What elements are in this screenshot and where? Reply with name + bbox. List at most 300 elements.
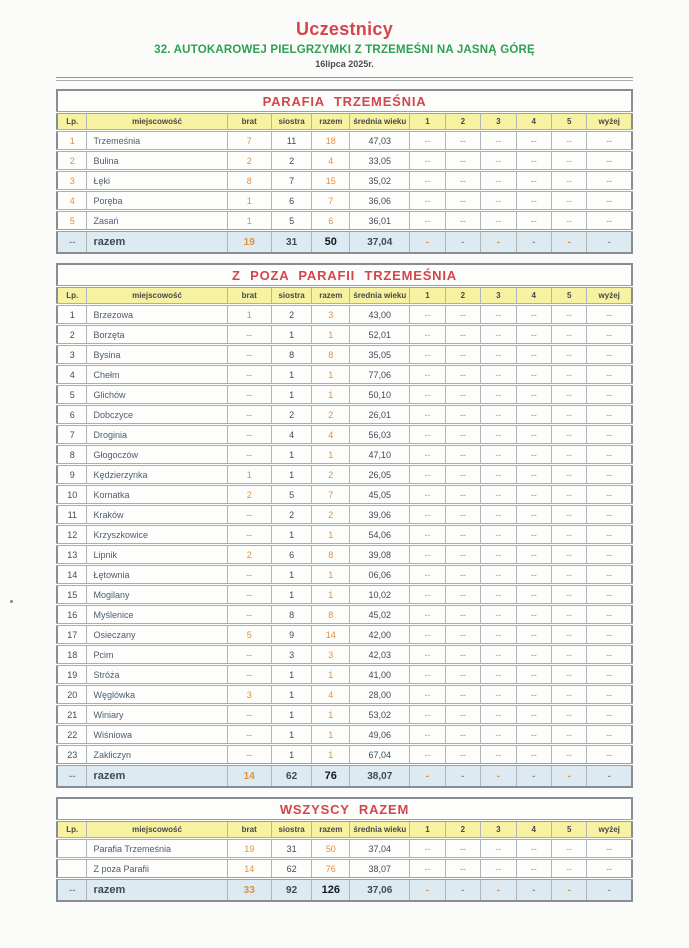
cell-srednia-wieku: 49,06 bbox=[350, 725, 410, 745]
cell-wyzej: -- bbox=[587, 405, 632, 425]
table-row bbox=[57, 585, 632, 605]
cell-lp: 13 bbox=[57, 545, 87, 565]
cell-col-5: -- bbox=[552, 151, 587, 171]
cell-wyzej: -- bbox=[587, 565, 632, 585]
cell-col-1: -- bbox=[410, 425, 445, 445]
cell-col-4: -- bbox=[516, 725, 551, 745]
cell-brat: 19 bbox=[227, 839, 271, 859]
table-row bbox=[57, 385, 632, 405]
cell-col-2: -- bbox=[445, 605, 480, 625]
column-header-srednia-wieku: średnia wieku bbox=[350, 287, 410, 305]
cell-col-2: - bbox=[445, 231, 480, 254]
cell-col-5: - bbox=[552, 231, 587, 254]
cell-col-3: -- bbox=[481, 465, 516, 485]
cell-col-2: -- bbox=[445, 685, 480, 705]
cell-lp: 19 bbox=[57, 665, 87, 685]
cell-col-5: -- bbox=[552, 745, 587, 765]
cell-brat: -- bbox=[227, 325, 271, 345]
cell-col-3: -- bbox=[481, 191, 516, 211]
cell-razem: 76 bbox=[312, 859, 350, 879]
table-row bbox=[57, 859, 632, 879]
cell-siostra: 4 bbox=[271, 425, 311, 445]
cell-col-4: -- bbox=[516, 191, 551, 211]
cell-razem: 15 bbox=[312, 171, 350, 191]
table-row bbox=[57, 191, 632, 211]
cell-col-4: -- bbox=[516, 211, 551, 231]
table-row bbox=[57, 625, 632, 645]
cell-wyzej: -- bbox=[587, 525, 632, 545]
cell-miejscowosc: Stróża bbox=[87, 665, 227, 685]
cell-col-1: -- bbox=[410, 859, 445, 879]
cell-wyzej: -- bbox=[587, 705, 632, 725]
table-row bbox=[57, 131, 632, 151]
cell-miejscowosc: Glichów bbox=[87, 385, 227, 405]
cell-lp: 2 bbox=[57, 151, 87, 171]
cell-col-5: -- bbox=[552, 171, 587, 191]
cell-wyzej: -- bbox=[587, 325, 632, 345]
cell-col-3: -- bbox=[481, 565, 516, 585]
table-row bbox=[57, 565, 632, 585]
cell-wyzej: -- bbox=[587, 745, 632, 765]
cell-brat: 3 bbox=[227, 685, 271, 705]
table-title: WSZYSCY RAZEM bbox=[57, 798, 632, 821]
cell-wyzej: -- bbox=[587, 211, 632, 231]
cell-razem: 1 bbox=[312, 665, 350, 685]
table-row bbox=[57, 211, 632, 231]
cell-siostra: 1 bbox=[271, 585, 311, 605]
cell-col-4: -- bbox=[516, 745, 551, 765]
cell-col-1: -- bbox=[410, 385, 445, 405]
cell-col-1: -- bbox=[410, 171, 445, 191]
cell-wyzej: -- bbox=[587, 385, 632, 405]
cell-col-3: -- bbox=[481, 605, 516, 625]
cell-col-4: -- bbox=[516, 131, 551, 151]
cell-razem: 7 bbox=[312, 191, 350, 211]
cell-srednia-wieku: 56,03 bbox=[350, 425, 410, 445]
cell-siostra: 9 bbox=[271, 625, 311, 645]
column-header-lp: Lp. bbox=[57, 287, 87, 305]
cell-col-3: -- bbox=[481, 485, 516, 505]
column-header-col-4: 4 bbox=[516, 287, 551, 305]
column-header-wyzej: wyżej bbox=[587, 287, 632, 305]
cell-col-4: -- bbox=[516, 545, 551, 565]
page-title: Uczestnicy bbox=[295, 19, 394, 39]
cell-col-1: -- bbox=[410, 485, 445, 505]
cell-srednia-wieku: 77,06 bbox=[350, 365, 410, 385]
cell-miejscowosc: Winiary bbox=[87, 705, 227, 725]
cell-lp: -- bbox=[57, 231, 87, 254]
cell-brat: -- bbox=[227, 345, 271, 365]
cell-razem: 1 bbox=[312, 585, 350, 605]
table-row bbox=[57, 405, 632, 425]
cell-lp: 10 bbox=[57, 485, 87, 505]
cell-srednia-wieku: 41,00 bbox=[350, 665, 410, 685]
cell-brat: -- bbox=[227, 705, 271, 725]
cell-lp: 21 bbox=[57, 705, 87, 725]
cell-srednia-wieku: 06,06 bbox=[350, 565, 410, 585]
column-header-lp: Lp. bbox=[57, 113, 87, 131]
cell-col-3: -- bbox=[481, 645, 516, 665]
cell-col-2: -- bbox=[445, 525, 480, 545]
cell-miejscowosc: Głogoczów bbox=[87, 445, 227, 465]
cell-col-4: -- bbox=[516, 385, 551, 405]
column-header-razem: razem bbox=[312, 287, 350, 305]
cell-lp: 16 bbox=[57, 605, 87, 625]
column-header-siostra: siostra bbox=[271, 113, 311, 131]
cell-brat: 5 bbox=[227, 625, 271, 645]
cell-col-1: -- bbox=[410, 585, 445, 605]
cell-lp bbox=[57, 859, 87, 879]
cell-siostra: 11 bbox=[271, 131, 311, 151]
cell-wyzej: -- bbox=[587, 839, 632, 859]
cell-siostra: 6 bbox=[271, 545, 311, 565]
column-header-lp: Lp. bbox=[57, 821, 87, 839]
cell-miejscowosc: Parafia Trzemeśnia bbox=[87, 839, 227, 859]
cell-miejscowosc: Bulina bbox=[87, 151, 227, 171]
cell-col-2: -- bbox=[445, 325, 480, 345]
cell-col-5: -- bbox=[552, 665, 587, 685]
cell-col-2: -- bbox=[445, 625, 480, 645]
cell-col-5: -- bbox=[552, 365, 587, 385]
column-header-row bbox=[57, 821, 632, 839]
cell-razem: 50 bbox=[312, 231, 350, 254]
cell-col-2: -- bbox=[445, 365, 480, 385]
total-row bbox=[57, 231, 632, 254]
table-wszyscy-razem bbox=[56, 797, 633, 902]
cell-wyzej: -- bbox=[587, 685, 632, 705]
document-header bbox=[0, 0, 689, 70]
cell-col-4: -- bbox=[516, 425, 551, 445]
cell-col-4: -- bbox=[516, 171, 551, 191]
cell-brat: 14 bbox=[227, 859, 271, 879]
cell-col-5: -- bbox=[552, 345, 587, 365]
table-row bbox=[57, 425, 632, 445]
cell-brat: -- bbox=[227, 505, 271, 525]
cell-col-5: -- bbox=[552, 465, 587, 485]
cell-col-5: -- bbox=[552, 625, 587, 645]
cell-srednia-wieku: 36,01 bbox=[350, 211, 410, 231]
cell-col-4: -- bbox=[516, 345, 551, 365]
cell-col-2: -- bbox=[445, 345, 480, 365]
cell-wyzej: -- bbox=[587, 859, 632, 879]
cell-col-5: -- bbox=[552, 585, 587, 605]
cell-col-1: - bbox=[410, 231, 445, 254]
cell-srednia-wieku: 39,08 bbox=[350, 545, 410, 565]
cell-razem: 8 bbox=[312, 545, 350, 565]
cell-brat: -- bbox=[227, 405, 271, 425]
cell-col-2: -- bbox=[445, 745, 480, 765]
cell-srednia-wieku: 42,03 bbox=[350, 645, 410, 665]
cell-col-5: -- bbox=[552, 525, 587, 545]
cell-brat: 7 bbox=[227, 131, 271, 151]
cell-col-5: -- bbox=[552, 211, 587, 231]
table-row bbox=[57, 365, 632, 385]
table-row bbox=[57, 745, 632, 765]
cell-siostra: 7 bbox=[271, 171, 311, 191]
cell-col-5: -- bbox=[552, 425, 587, 445]
cell-col-4: -- bbox=[516, 859, 551, 879]
cell-lp: 4 bbox=[57, 191, 87, 211]
column-header-miejscowosc: miejscowość bbox=[87, 287, 227, 305]
cell-col-1: -- bbox=[410, 745, 445, 765]
cell-srednia-wieku: 26,05 bbox=[350, 465, 410, 485]
column-header-razem: razem bbox=[312, 821, 350, 839]
cell-miejscowosc: Myślenice bbox=[87, 605, 227, 625]
column-header-col-5: 5 bbox=[552, 287, 587, 305]
cell-col-3: -- bbox=[481, 365, 516, 385]
cell-lp: 22 bbox=[57, 725, 87, 745]
cell-wyzej: -- bbox=[587, 131, 632, 151]
cell-col-2: -- bbox=[445, 151, 480, 171]
cell-col-3: -- bbox=[481, 839, 516, 859]
cell-miejscowosc: Osieczany bbox=[87, 625, 227, 645]
cell-col-1: -- bbox=[410, 725, 445, 745]
cell-srednia-wieku: 26,01 bbox=[350, 405, 410, 425]
cell-wyzej: -- bbox=[587, 585, 632, 605]
cell-col-4: -- bbox=[516, 665, 551, 685]
cell-wyzej: -- bbox=[587, 465, 632, 485]
table-row bbox=[57, 605, 632, 625]
cell-siostra: 2 bbox=[271, 405, 311, 425]
cell-col-2: -- bbox=[445, 171, 480, 191]
column-header-col-4: 4 bbox=[516, 113, 551, 131]
cell-razem: 2 bbox=[312, 405, 350, 425]
cell-col-1: -- bbox=[410, 151, 445, 171]
cell-col-1: -- bbox=[410, 685, 445, 705]
cell-srednia-wieku: 38,07 bbox=[350, 859, 410, 879]
cell-siostra: 62 bbox=[271, 859, 311, 879]
cell-miejscowosc: razem bbox=[87, 765, 227, 788]
cell-brat: -- bbox=[227, 525, 271, 545]
cell-col-3: -- bbox=[481, 385, 516, 405]
cell-brat: 1 bbox=[227, 305, 271, 325]
cell-miejscowosc: Lipnik bbox=[87, 545, 227, 565]
cell-srednia-wieku: 39,06 bbox=[350, 505, 410, 525]
cell-col-4: -- bbox=[516, 839, 551, 859]
cell-siostra: 62 bbox=[271, 765, 311, 788]
cell-col-3: -- bbox=[481, 405, 516, 425]
cell-miejscowosc: Poręba bbox=[87, 191, 227, 211]
cell-brat: 8 bbox=[227, 171, 271, 191]
cell-razem: 1 bbox=[312, 525, 350, 545]
cell-col-2: -- bbox=[445, 725, 480, 745]
cell-wyzej: -- bbox=[587, 505, 632, 525]
cell-col-1: - bbox=[410, 879, 445, 902]
cell-siostra: 8 bbox=[271, 605, 311, 625]
column-header-col-3: 3 bbox=[481, 113, 516, 131]
cell-col-4: -- bbox=[516, 645, 551, 665]
cell-razem: 2 bbox=[312, 505, 350, 525]
cell-col-1: -- bbox=[410, 345, 445, 365]
column-header-col-1: 1 bbox=[410, 113, 445, 131]
cell-col-3: -- bbox=[481, 325, 516, 345]
cell-razem: 8 bbox=[312, 605, 350, 625]
cell-srednia-wieku: 35,05 bbox=[350, 345, 410, 365]
cell-wyzej: - bbox=[587, 765, 632, 788]
cell-razem: 3 bbox=[312, 305, 350, 325]
cell-srednia-wieku: 36,06 bbox=[350, 191, 410, 211]
cell-col-3: -- bbox=[481, 705, 516, 725]
total-row bbox=[57, 879, 632, 902]
cell-lp: 12 bbox=[57, 525, 87, 545]
cell-lp bbox=[57, 839, 87, 859]
cell-wyzej: -- bbox=[587, 151, 632, 171]
cell-col-5: -- bbox=[552, 191, 587, 211]
cell-siostra: 1 bbox=[271, 385, 311, 405]
cell-col-1: -- bbox=[410, 839, 445, 859]
cell-lp: 8 bbox=[57, 445, 87, 465]
cell-brat: -- bbox=[227, 385, 271, 405]
cell-col-1: -- bbox=[410, 305, 445, 325]
column-header-col-3: 3 bbox=[481, 287, 516, 305]
cell-col-1: -- bbox=[410, 131, 445, 151]
cell-miejscowosc: Kraków bbox=[87, 505, 227, 525]
cell-siostra: 31 bbox=[271, 231, 311, 254]
cell-col-3: -- bbox=[481, 171, 516, 191]
cell-lp: -- bbox=[57, 765, 87, 788]
cell-col-4: -- bbox=[516, 585, 551, 605]
cell-srednia-wieku: 47,10 bbox=[350, 445, 410, 465]
cell-lp: 14 bbox=[57, 565, 87, 585]
cell-col-2: -- bbox=[445, 839, 480, 859]
cell-col-3: - bbox=[481, 231, 516, 254]
cell-wyzej: -- bbox=[587, 191, 632, 211]
column-header-col-2: 2 bbox=[445, 821, 480, 839]
cell-lp: 5 bbox=[57, 385, 87, 405]
cell-siostra: 1 bbox=[271, 445, 311, 465]
cell-col-5: - bbox=[552, 765, 587, 788]
column-header-col-5: 5 bbox=[552, 113, 587, 131]
cell-siostra: 3 bbox=[271, 645, 311, 665]
cell-siostra: 2 bbox=[271, 505, 311, 525]
cell-col-4: -- bbox=[516, 405, 551, 425]
cell-wyzej: -- bbox=[587, 425, 632, 445]
cell-siostra: 5 bbox=[271, 485, 311, 505]
cell-brat: 19 bbox=[227, 231, 271, 254]
cell-srednia-wieku: 38,07 bbox=[350, 765, 410, 788]
cell-col-3: -- bbox=[481, 425, 516, 445]
cell-brat: 2 bbox=[227, 545, 271, 565]
cell-razem: 76 bbox=[312, 765, 350, 788]
cell-col-5: -- bbox=[552, 685, 587, 705]
cell-col-2: -- bbox=[445, 565, 480, 585]
cell-col-1: -- bbox=[410, 665, 445, 685]
cell-miejscowosc: Bysina bbox=[87, 345, 227, 365]
cell-col-3: -- bbox=[481, 625, 516, 645]
column-header-miejscowosc: miejscowość bbox=[87, 113, 227, 131]
cell-razem: 50 bbox=[312, 839, 350, 859]
cell-srednia-wieku: 43,00 bbox=[350, 305, 410, 325]
cell-miejscowosc: Wiśniowa bbox=[87, 725, 227, 745]
cell-siostra: 1 bbox=[271, 745, 311, 765]
cell-col-3: -- bbox=[481, 585, 516, 605]
cell-lp: 11 bbox=[57, 505, 87, 525]
cell-col-5: -- bbox=[552, 385, 587, 405]
cell-col-3: - bbox=[481, 879, 516, 902]
cell-wyzej: -- bbox=[587, 365, 632, 385]
table-row bbox=[57, 345, 632, 365]
cell-miejscowosc: Kędzierzynka bbox=[87, 465, 227, 485]
cell-wyzej: -- bbox=[587, 305, 632, 325]
cell-brat: -- bbox=[227, 585, 271, 605]
column-header-wyzej: wyżej bbox=[587, 113, 632, 131]
cell-miejscowosc: razem bbox=[87, 231, 227, 254]
cell-col-4: -- bbox=[516, 365, 551, 385]
cell-siostra: 1 bbox=[271, 325, 311, 345]
cell-razem: 18 bbox=[312, 131, 350, 151]
cell-wyzej: -- bbox=[587, 171, 632, 191]
cell-col-4: -- bbox=[516, 605, 551, 625]
cell-col-4: -- bbox=[516, 565, 551, 585]
cell-siostra: 1 bbox=[271, 365, 311, 385]
cell-col-2: -- bbox=[445, 445, 480, 465]
cell-brat: 2 bbox=[227, 151, 271, 171]
cell-col-2: -- bbox=[445, 131, 480, 151]
cell-col-3: -- bbox=[481, 305, 516, 325]
cell-col-4: -- bbox=[516, 505, 551, 525]
column-header-brat: brat bbox=[227, 113, 271, 131]
column-header-siostra: siostra bbox=[271, 287, 311, 305]
cell-col-3: -- bbox=[481, 505, 516, 525]
table-row bbox=[57, 171, 632, 191]
cell-col-3: -- bbox=[481, 725, 516, 745]
cell-col-3: -- bbox=[481, 685, 516, 705]
cell-col-3: -- bbox=[481, 211, 516, 231]
total-row bbox=[57, 765, 632, 788]
cell-col-4: - bbox=[516, 765, 551, 788]
table-row bbox=[57, 545, 632, 565]
cell-razem: 7 bbox=[312, 485, 350, 505]
cell-col-1: -- bbox=[410, 191, 445, 211]
cell-siostra: 92 bbox=[271, 879, 311, 902]
table-row bbox=[57, 705, 632, 725]
cell-miejscowosc: Trzemeśnia bbox=[87, 131, 227, 151]
column-header-col-1: 1 bbox=[410, 821, 445, 839]
cell-razem: 4 bbox=[312, 685, 350, 705]
cell-col-5: -- bbox=[552, 485, 587, 505]
table-row bbox=[57, 445, 632, 465]
cell-miejscowosc: Dobczyce bbox=[87, 405, 227, 425]
cell-lp: 23 bbox=[57, 745, 87, 765]
cell-col-2: -- bbox=[445, 425, 480, 445]
cell-col-1: -- bbox=[410, 465, 445, 485]
cell-siostra: 1 bbox=[271, 685, 311, 705]
table-row bbox=[57, 525, 632, 545]
cell-brat: -- bbox=[227, 445, 271, 465]
cell-brat: 1 bbox=[227, 191, 271, 211]
cell-brat: 1 bbox=[227, 465, 271, 485]
cell-razem: 1 bbox=[312, 745, 350, 765]
cell-miejscowosc: Węglówka bbox=[87, 685, 227, 705]
page-date: 16lipca 2025r. bbox=[315, 58, 374, 69]
cell-col-5: -- bbox=[552, 131, 587, 151]
cell-col-1: -- bbox=[410, 625, 445, 645]
cell-brat: -- bbox=[227, 745, 271, 765]
cell-wyzej: -- bbox=[587, 445, 632, 465]
cell-col-5: -- bbox=[552, 605, 587, 625]
cell-miejscowosc: Krzyszkowice bbox=[87, 525, 227, 545]
cell-srednia-wieku: 53,02 bbox=[350, 705, 410, 725]
column-header-brat: brat bbox=[227, 287, 271, 305]
cell-brat: -- bbox=[227, 365, 271, 385]
cell-razem: 8 bbox=[312, 345, 350, 365]
table-row bbox=[57, 505, 632, 525]
cell-miejscowosc: Z poza Parafii bbox=[87, 859, 227, 879]
table-row bbox=[57, 325, 632, 345]
cell-wyzej: -- bbox=[587, 605, 632, 625]
cell-siostra: 6 bbox=[271, 191, 311, 211]
cell-brat: 2 bbox=[227, 485, 271, 505]
